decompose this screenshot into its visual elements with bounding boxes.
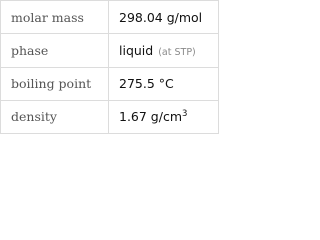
table-row-phase <box>1 34 219 67</box>
table-row-density <box>1 100 219 133</box>
property-label: molar mass <box>1 1 109 34</box>
property-value <box>109 100 219 133</box>
phase-condition-note: (at STP) <box>158 46 196 58</box>
property-value <box>109 34 219 67</box>
table-row-molar-mass <box>1 1 219 34</box>
density-value: 1.67 g/cm <box>119 109 183 125</box>
phase-value: liquid <box>119 42 154 58</box>
property-label: density <box>1 100 109 133</box>
property-value <box>109 1 219 34</box>
boiling-point-value: 275.5 °C <box>119 76 174 92</box>
properties-table <box>0 0 219 134</box>
density-unit-exponent: 3 <box>182 109 188 120</box>
molar-mass-value: 298.04 g/mol <box>119 9 203 25</box>
property-value <box>109 67 219 100</box>
table-row-boiling-point <box>1 67 219 100</box>
property-label: boiling point <box>1 67 109 100</box>
property-label: phase <box>1 34 109 67</box>
